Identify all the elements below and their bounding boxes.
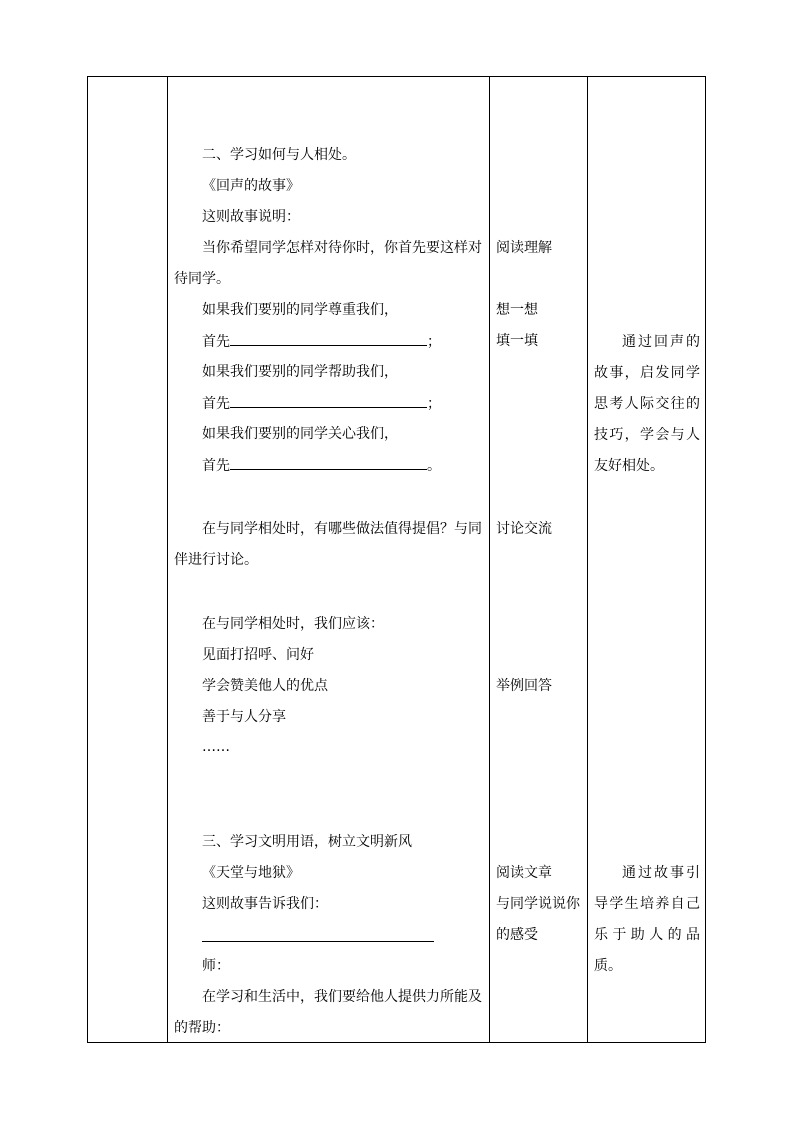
punctuation: ；: [427, 334, 441, 350]
answer-blank: [230, 331, 427, 346]
story2-title: 《天堂与地狱》: [202, 865, 300, 881]
content-cell: [168, 77, 489, 1042]
respect-condition: 如果我们要别的同学尊重我们，: [202, 302, 398, 318]
punctuation: ；: [427, 396, 441, 412]
story1-lesson-line1: 当你希望同学怎样对待你时，你首先要这样对: [202, 240, 482, 256]
activity-discuss: 讨论交流: [496, 521, 552, 537]
empty-column-cell: [88, 77, 167, 1042]
story1-lesson-line2: 待同学。: [174, 271, 230, 287]
activity-give-examples: 举例回答: [496, 678, 552, 694]
activity-fill: 填一填: [496, 333, 538, 349]
discussion-question-line1: 在与同学相处时，有哪些做法值得提倡？与同: [202, 521, 482, 537]
activity-read-article: 阅读文章: [496, 865, 552, 881]
answer-blank: [230, 455, 427, 470]
answer-blank: [202, 941, 434, 942]
intent-kindness-story: 通过故事引导学生培养自己乐于助人的品质。: [594, 865, 700, 974]
story1-intro: 这则故事说明：: [202, 209, 300, 225]
help-statement-line2: 的帮助：: [174, 1020, 230, 1036]
first-label: 首先: [202, 396, 230, 412]
section3-heading: 三、学习文明用语，树立文明新风: [202, 834, 412, 850]
story1-title: 《回声的故事》: [202, 178, 300, 194]
activity-talk-line2: 的感受: [496, 927, 538, 943]
fill-line-1: [202, 331, 441, 352]
first-label: 首先: [202, 334, 230, 350]
fill-line-2: [202, 393, 441, 414]
care-condition: 如果我们要别的同学关心我们，: [202, 426, 398, 442]
intent-echo-story: 通过回声的故事，启发同学思考人际交往的技巧，学会与人友好相处。: [594, 334, 700, 474]
activity-cell: [490, 77, 587, 1042]
first-label: 首先: [202, 458, 230, 474]
story2-intro: 这则故事告诉我们：: [202, 896, 328, 912]
ellipsis: ……: [202, 739, 230, 755]
answer-blank: [230, 393, 427, 408]
punctuation: 。: [427, 458, 441, 474]
fill-line-3: [202, 455, 441, 476]
help-statement-line1: 在学习和生活中，我们要给他人提供力所能及: [202, 989, 482, 1005]
activity-think: 想一想: [496, 302, 538, 318]
list-item: 见面打招呼、问好: [202, 647, 314, 663]
list-item: 善于与人分享: [202, 709, 286, 725]
should-intro: 在与同学相处时，我们应该：: [202, 616, 384, 632]
teacher-label: 师：: [202, 958, 230, 974]
lesson-plan-table: [87, 76, 706, 1043]
activity-read-understand: 阅读理解: [496, 240, 552, 256]
list-item: 学会赞美他人的优点: [202, 678, 328, 694]
discussion-question-line2: 伴进行讨论。: [174, 552, 258, 568]
intent-cell: [588, 77, 705, 1042]
help-condition: 如果我们要别的同学帮助我们，: [202, 364, 398, 380]
activity-talk-line1: 与同学说说你: [496, 896, 580, 912]
section2-heading: 二、学习如何与人相处。: [202, 147, 356, 163]
